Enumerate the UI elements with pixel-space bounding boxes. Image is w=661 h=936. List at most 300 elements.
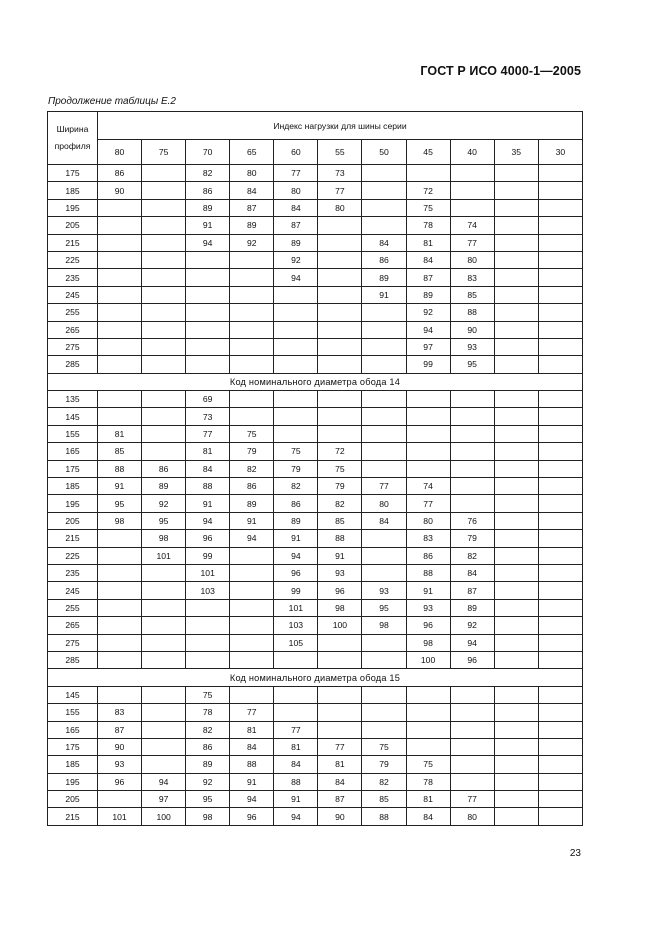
value-cell: 89: [274, 512, 318, 529]
value-cell: 79: [230, 443, 274, 460]
value-cell: [362, 564, 406, 581]
width-cell: 245: [48, 286, 98, 303]
series-header-cell: 45: [406, 140, 450, 165]
value-cell: 93: [318, 564, 362, 581]
value-cell: [494, 756, 538, 773]
value-cell: [538, 269, 582, 286]
value-cell: 84: [406, 808, 450, 825]
width-cell: 215: [48, 808, 98, 825]
series-header-row: [48, 140, 583, 165]
width-cell: 205: [48, 791, 98, 808]
width-cell: 275: [48, 634, 98, 651]
value-cell: 83: [406, 530, 450, 547]
value-cell: 96: [98, 773, 142, 790]
value-cell: 85: [318, 512, 362, 529]
value-cell: [98, 599, 142, 616]
value-cell: [142, 338, 186, 355]
value-cell: [362, 356, 406, 373]
value-cell: [538, 391, 582, 408]
value-cell: 94: [450, 634, 494, 651]
value-cell: 82: [450, 547, 494, 564]
value-cell: [538, 425, 582, 442]
value-cell: [494, 547, 538, 564]
series-header-cell: 55: [318, 140, 362, 165]
value-cell: [538, 338, 582, 355]
value-cell: 81: [230, 721, 274, 738]
value-cell: 92: [230, 234, 274, 251]
value-cell: 93: [450, 338, 494, 355]
value-cell: 77: [318, 738, 362, 755]
value-cell: 90: [98, 738, 142, 755]
value-cell: 94: [186, 512, 230, 529]
value-cell: [494, 704, 538, 721]
value-cell: [98, 234, 142, 251]
value-cell: [98, 547, 142, 564]
value-cell: [406, 704, 450, 721]
value-cell: [538, 304, 582, 321]
value-cell: [98, 582, 142, 599]
value-cell: [274, 391, 318, 408]
value-cell: [142, 756, 186, 773]
value-cell: [494, 582, 538, 599]
value-cell: 82: [274, 478, 318, 495]
value-cell: 75: [362, 738, 406, 755]
value-cell: [230, 304, 274, 321]
value-cell: [406, 425, 450, 442]
value-cell: 77: [450, 791, 494, 808]
width-cell: 195: [48, 773, 98, 790]
value-cell: [494, 512, 538, 529]
value-cell: 88: [274, 773, 318, 790]
value-cell: [230, 547, 274, 564]
value-cell: [538, 460, 582, 477]
series-header-cell: 60: [274, 140, 318, 165]
value-cell: [230, 686, 274, 703]
value-cell: [538, 547, 582, 564]
value-cell: [186, 269, 230, 286]
value-cell: 83: [98, 704, 142, 721]
table-row: [48, 425, 583, 442]
value-cell: [98, 651, 142, 668]
value-cell: [186, 651, 230, 668]
value-cell: [318, 338, 362, 355]
value-cell: [362, 460, 406, 477]
table-row: [48, 808, 583, 825]
value-cell: 77: [274, 165, 318, 182]
value-cell: [142, 251, 186, 268]
value-cell: [494, 651, 538, 668]
value-cell: [538, 443, 582, 460]
value-cell: [318, 304, 362, 321]
value-cell: [98, 391, 142, 408]
value-cell: 103: [186, 582, 230, 599]
series-header-cell: 30: [538, 140, 582, 165]
value-cell: 82: [362, 773, 406, 790]
width-cell: 175: [48, 460, 98, 477]
value-cell: [362, 338, 406, 355]
value-cell: 95: [186, 791, 230, 808]
value-cell: 105: [274, 634, 318, 651]
value-cell: [450, 738, 494, 755]
value-cell: 72: [318, 443, 362, 460]
series-header-cell: 50: [362, 140, 406, 165]
width-cell: 215: [48, 530, 98, 547]
value-cell: 82: [186, 165, 230, 182]
value-cell: 80: [406, 512, 450, 529]
value-cell: 82: [318, 495, 362, 512]
value-cell: 89: [450, 599, 494, 616]
value-cell: 86: [186, 738, 230, 755]
value-cell: 81: [318, 756, 362, 773]
width-cell: 235: [48, 564, 98, 581]
value-cell: 88: [98, 460, 142, 477]
value-cell: 98: [142, 530, 186, 547]
value-cell: 84: [274, 756, 318, 773]
value-cell: [142, 286, 186, 303]
table-row: [48, 738, 583, 755]
table-row: [48, 582, 583, 599]
value-cell: [538, 582, 582, 599]
width-header: Ширина профиля: [48, 112, 98, 165]
width-cell: 265: [48, 321, 98, 338]
value-cell: 86: [274, 495, 318, 512]
value-cell: [538, 756, 582, 773]
value-cell: [230, 338, 274, 355]
width-cell: 155: [48, 425, 98, 442]
value-cell: 86: [362, 251, 406, 268]
value-cell: [362, 199, 406, 216]
value-cell: [142, 217, 186, 234]
value-cell: [450, 165, 494, 182]
value-cell: 98: [318, 599, 362, 616]
value-cell: [450, 460, 494, 477]
table-row: [48, 651, 583, 668]
value-cell: [142, 182, 186, 199]
table-row: [48, 165, 583, 182]
value-cell: [186, 304, 230, 321]
value-cell: [186, 338, 230, 355]
value-cell: [362, 686, 406, 703]
value-cell: [538, 651, 582, 668]
width-cell: 255: [48, 304, 98, 321]
value-cell: 88: [362, 808, 406, 825]
value-cell: 97: [406, 338, 450, 355]
value-cell: [318, 408, 362, 425]
value-cell: 75: [186, 686, 230, 703]
value-cell: [362, 182, 406, 199]
value-cell: 89: [274, 234, 318, 251]
value-cell: [318, 686, 362, 703]
value-cell: 86: [142, 460, 186, 477]
value-cell: 94: [274, 269, 318, 286]
value-cell: [186, 286, 230, 303]
table-row: [48, 564, 583, 581]
value-cell: [362, 547, 406, 564]
value-cell: [494, 495, 538, 512]
value-cell: 73: [186, 408, 230, 425]
value-cell: [538, 617, 582, 634]
value-cell: [230, 651, 274, 668]
table-row: [48, 547, 583, 564]
value-cell: 74: [406, 478, 450, 495]
value-cell: [230, 391, 274, 408]
value-cell: [98, 530, 142, 547]
value-cell: 77: [406, 495, 450, 512]
value-cell: [494, 686, 538, 703]
value-cell: [406, 686, 450, 703]
table-row: [48, 791, 583, 808]
table-row: [48, 617, 583, 634]
value-cell: 91: [274, 791, 318, 808]
value-cell: 87: [406, 269, 450, 286]
value-cell: 90: [98, 182, 142, 199]
value-cell: 95: [98, 495, 142, 512]
value-cell: [318, 651, 362, 668]
series-header-cell: 80: [98, 140, 142, 165]
page-number: 23: [569, 848, 581, 859]
value-cell: [538, 321, 582, 338]
table-row: [48, 304, 583, 321]
width-cell: 275: [48, 338, 98, 355]
value-cell: 84: [406, 251, 450, 268]
value-cell: 88: [318, 530, 362, 547]
value-cell: [230, 564, 274, 581]
width-cell: 185: [48, 182, 98, 199]
value-cell: [362, 217, 406, 234]
load-index-table: [47, 111, 583, 826]
value-cell: [98, 634, 142, 651]
value-cell: [318, 425, 362, 442]
value-cell: [538, 686, 582, 703]
value-cell: [142, 617, 186, 634]
value-cell: [538, 738, 582, 755]
value-cell: 87: [98, 721, 142, 738]
value-cell: [142, 356, 186, 373]
value-cell: 94: [230, 530, 274, 547]
value-cell: 77: [450, 234, 494, 251]
value-cell: [538, 251, 582, 268]
value-cell: 93: [362, 582, 406, 599]
value-cell: 95: [142, 512, 186, 529]
value-cell: [142, 738, 186, 755]
value-cell: [98, 686, 142, 703]
value-cell: [274, 651, 318, 668]
table-row: [48, 356, 583, 373]
value-cell: [98, 217, 142, 234]
value-cell: [142, 304, 186, 321]
width-cell: 145: [48, 408, 98, 425]
table-body: [48, 165, 583, 826]
value-cell: 84: [230, 738, 274, 755]
value-cell: [450, 182, 494, 199]
width-cell: 285: [48, 356, 98, 373]
value-cell: [450, 495, 494, 512]
value-cell: [450, 391, 494, 408]
value-cell: [274, 286, 318, 303]
value-cell: [362, 321, 406, 338]
value-cell: 77: [274, 721, 318, 738]
table-row: [48, 321, 583, 338]
value-cell: [142, 408, 186, 425]
value-cell: [494, 391, 538, 408]
value-cell: [98, 269, 142, 286]
value-cell: [450, 478, 494, 495]
value-cell: [230, 286, 274, 303]
width-cell: 265: [48, 617, 98, 634]
width-cell: 195: [48, 495, 98, 512]
value-cell: [450, 704, 494, 721]
width-cell: 185: [48, 756, 98, 773]
table-row: [48, 634, 583, 651]
value-cell: [494, 165, 538, 182]
value-cell: 95: [450, 356, 494, 373]
section-label: Код номинального диаметра обода 15: [48, 669, 583, 686]
value-cell: 86: [406, 547, 450, 564]
value-cell: 81: [186, 443, 230, 460]
value-cell: 87: [318, 791, 362, 808]
width-cell: 285: [48, 651, 98, 668]
table-row: [48, 704, 583, 721]
value-cell: 79: [362, 756, 406, 773]
value-cell: 77: [186, 425, 230, 442]
value-cell: [230, 321, 274, 338]
value-cell: 77: [230, 704, 274, 721]
value-cell: [318, 356, 362, 373]
value-cell: [318, 217, 362, 234]
width-cell: 185: [48, 478, 98, 495]
value-cell: 81: [406, 791, 450, 808]
value-cell: [406, 391, 450, 408]
value-cell: 84: [362, 234, 406, 251]
width-cell: 165: [48, 443, 98, 460]
value-cell: [186, 251, 230, 268]
section-label: Код номинального диаметра обода 14: [48, 373, 583, 390]
width-cell: 245: [48, 582, 98, 599]
value-cell: 92: [406, 304, 450, 321]
value-cell: [142, 269, 186, 286]
value-cell: [450, 443, 494, 460]
value-cell: 96: [450, 651, 494, 668]
value-cell: [186, 356, 230, 373]
value-cell: [230, 599, 274, 616]
value-cell: 75: [230, 425, 274, 442]
value-cell: [362, 721, 406, 738]
width-cell: 195: [48, 199, 98, 216]
value-cell: 88: [186, 478, 230, 495]
value-cell: 92: [450, 617, 494, 634]
width-cell: 165: [48, 721, 98, 738]
value-cell: [494, 530, 538, 547]
value-cell: [538, 182, 582, 199]
value-cell: [494, 460, 538, 477]
value-cell: 91: [98, 478, 142, 495]
value-cell: [230, 617, 274, 634]
value-cell: 100: [142, 808, 186, 825]
value-cell: [494, 217, 538, 234]
table-row: [48, 286, 583, 303]
table-row: [48, 338, 583, 355]
value-cell: 85: [362, 791, 406, 808]
table-row: [48, 251, 583, 268]
table-row: [48, 599, 583, 616]
width-cell: 175: [48, 165, 98, 182]
value-cell: [318, 321, 362, 338]
value-cell: [142, 634, 186, 651]
value-cell: [362, 530, 406, 547]
value-cell: [406, 165, 450, 182]
value-cell: 98: [186, 808, 230, 825]
value-cell: 88: [406, 564, 450, 581]
value-cell: 97: [142, 791, 186, 808]
width-cell: 225: [48, 547, 98, 564]
value-cell: [406, 443, 450, 460]
value-cell: 72: [406, 182, 450, 199]
value-cell: [142, 321, 186, 338]
value-cell: [98, 791, 142, 808]
table-row: [48, 408, 583, 425]
value-cell: [450, 773, 494, 790]
value-cell: [538, 165, 582, 182]
section-row: [48, 373, 583, 390]
value-cell: [142, 686, 186, 703]
value-cell: [538, 704, 582, 721]
value-cell: 91: [230, 512, 274, 529]
value-cell: 84: [230, 182, 274, 199]
value-cell: [142, 599, 186, 616]
value-cell: [362, 651, 406, 668]
value-cell: 92: [142, 495, 186, 512]
value-cell: [186, 634, 230, 651]
value-cell: [538, 599, 582, 616]
value-cell: [98, 408, 142, 425]
value-cell: 76: [450, 512, 494, 529]
value-cell: [186, 321, 230, 338]
value-cell: [274, 338, 318, 355]
value-cell: 89: [186, 199, 230, 216]
value-cell: [538, 530, 582, 547]
value-cell: 94: [230, 791, 274, 808]
value-cell: [186, 617, 230, 634]
value-cell: [318, 721, 362, 738]
value-cell: 75: [406, 756, 450, 773]
value-cell: 90: [450, 321, 494, 338]
value-cell: 96: [274, 564, 318, 581]
value-cell: 96: [230, 808, 274, 825]
table-row: [48, 478, 583, 495]
value-cell: [274, 304, 318, 321]
value-cell: [230, 356, 274, 373]
value-cell: 89: [406, 286, 450, 303]
value-cell: [98, 251, 142, 268]
width-cell: 145: [48, 686, 98, 703]
table-row: [48, 756, 583, 773]
value-cell: 80: [450, 251, 494, 268]
value-cell: 94: [274, 808, 318, 825]
value-cell: 79: [450, 530, 494, 547]
value-cell: [142, 234, 186, 251]
value-cell: [318, 286, 362, 303]
value-cell: 99: [406, 356, 450, 373]
value-cell: [230, 408, 274, 425]
value-cell: 80: [362, 495, 406, 512]
value-cell: [450, 686, 494, 703]
value-cell: 101: [274, 599, 318, 616]
value-cell: [98, 321, 142, 338]
value-cell: [230, 582, 274, 599]
value-cell: [450, 425, 494, 442]
series-header-cell: 65: [230, 140, 274, 165]
value-cell: [494, 321, 538, 338]
